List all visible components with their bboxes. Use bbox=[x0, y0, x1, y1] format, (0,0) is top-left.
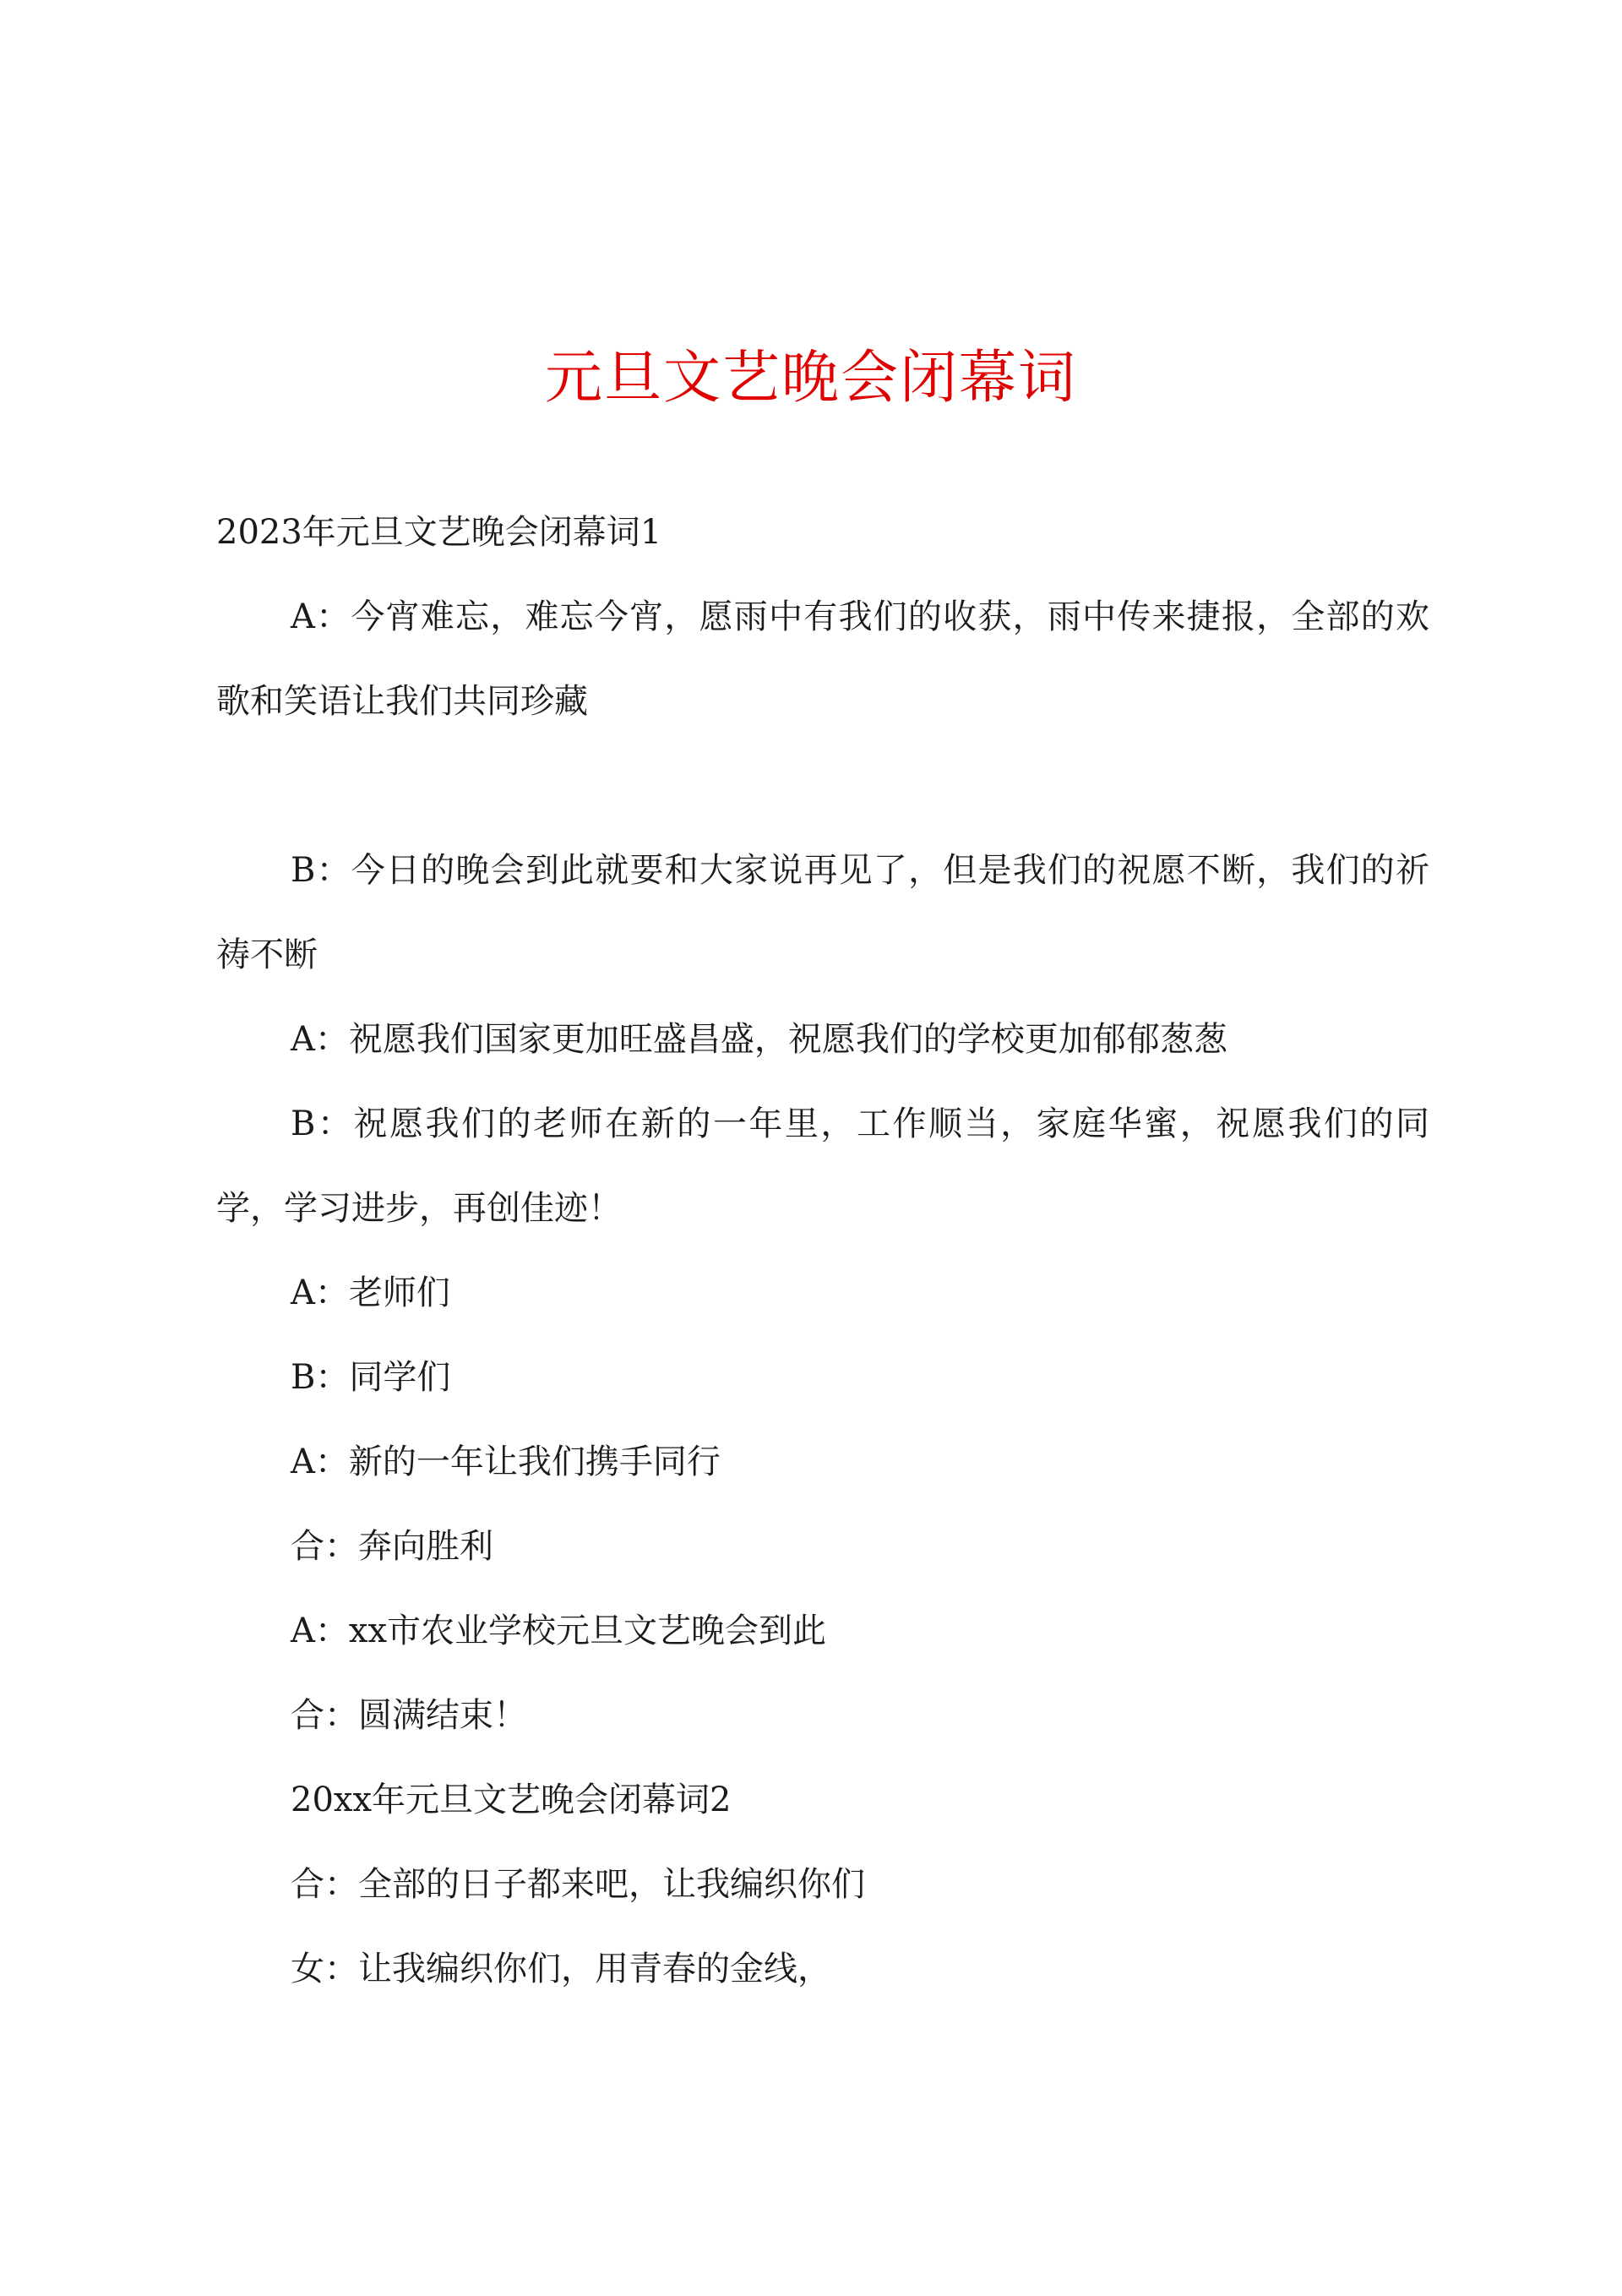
dialogue-line: 合：奔向胜利 bbox=[291, 1527, 493, 1566]
document-body bbox=[216, 490, 1429, 2011]
dialogue-line: A：老师们 bbox=[291, 1273, 450, 1312]
dialogue-line: A：祝愿我们国家更加旺盛昌盛，祝愿我们的学校更加郁郁葱葱 bbox=[291, 1020, 1227, 1059]
dialogue-line: A：xx市农业学校元旦文艺晚会到此 bbox=[291, 1612, 827, 1650]
dialogue-line: 合：圆满结束！ bbox=[291, 1696, 527, 1735]
dialogue-line: B：同学们 bbox=[291, 1358, 451, 1397]
dialogue-line: A：新的一年让我们携手同行 bbox=[291, 1442, 721, 1481]
dialogue-line: A：今宵难忘，难忘今宵，愿雨中有我们的收获，雨中传来捷报，全部的欢歌和笑语让我们共同珍藏 bbox=[216, 597, 1429, 721]
document-title: 元旦文艺晚会闭幕词 bbox=[544, 345, 1077, 412]
dialogue-line: 女：让我编织你们，用青春的金线， bbox=[291, 1950, 831, 1988]
dialogue-line: B：今日的晚会到此就要和大家说再见了，但是我们的祝愿不断，我们的祈祷不断 bbox=[216, 851, 1429, 974]
paragraph-gap bbox=[216, 744, 1429, 828]
section-heading-1: 2023年元旦文艺晚会闭幕词1 bbox=[216, 513, 662, 552]
dialogue-line: 合：全部的日子都来吧，让我编织你们 bbox=[291, 1865, 865, 1904]
dialogue-line: B：祝愿我们的老师在新的一年里，工作顺当，家庭华蜜，祝愿我们的同学，学习进步，再创佳迹！ bbox=[216, 1104, 1429, 1228]
section-heading-2: 20xx年元旦文艺晚会闭幕词2 bbox=[291, 1781, 732, 1819]
